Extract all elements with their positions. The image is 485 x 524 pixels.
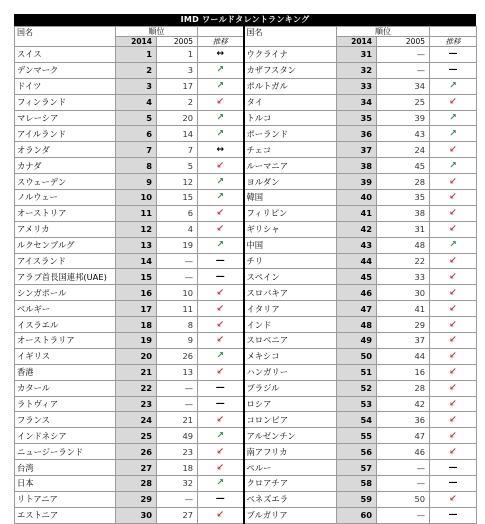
trend-down-icon: ↙	[198, 412, 244, 428]
trend-down-icon: ↙	[430, 428, 477, 444]
rank-2014: 26	[116, 444, 157, 460]
trend-none-icon: —	[430, 507, 477, 523]
country-name: 香港	[15, 364, 116, 380]
country-name: アラブ首長国連邦(UAE)	[15, 269, 116, 285]
header-blank-left	[198, 27, 244, 37]
rank-2005: 27	[157, 507, 198, 523]
rank-2005: 18	[157, 460, 198, 476]
rank-2014: 5	[116, 110, 157, 126]
trend-up-icon: ↗	[198, 476, 244, 492]
rank-2005: 14	[157, 126, 198, 142]
country-name: イスラエル	[15, 317, 116, 333]
rank-2005: 5	[157, 158, 198, 174]
table-row	[15, 110, 477, 126]
rank-2005: 21	[157, 412, 198, 428]
trend-up-icon: ↗	[430, 110, 477, 126]
country-name: スイス	[15, 47, 116, 63]
trend-down-icon: ↙	[430, 333, 477, 349]
trend-down-icon: ↙	[198, 460, 244, 476]
ranking-table	[14, 26, 477, 524]
country-name: アメリカ	[15, 221, 116, 237]
rank-2014: 13	[116, 237, 157, 253]
rank-2014: 12	[116, 221, 157, 237]
table-row	[15, 348, 477, 364]
rank-2014: 58	[337, 476, 377, 492]
rank-2014: 54	[337, 412, 377, 428]
rank-2014: 14	[116, 253, 157, 269]
rank-2014: 51	[337, 364, 377, 380]
ranking-rows	[15, 47, 477, 524]
trend-down-icon: ↙	[430, 380, 477, 396]
trend-down-icon: ↙	[430, 253, 477, 269]
trend-up-icon: ↗	[198, 348, 244, 364]
rank-2005: —	[157, 253, 198, 269]
country-name: エストニア	[15, 507, 116, 523]
rank-2005: 28	[377, 174, 430, 190]
country-name: アルゼンチン	[244, 428, 337, 444]
trend-up-icon: ↗	[198, 428, 244, 444]
rank-2005: 4	[157, 221, 198, 237]
rank-2014: 15	[116, 269, 157, 285]
table-row	[15, 142, 477, 158]
table-row	[15, 364, 477, 380]
trend-up-icon: ↗	[198, 110, 244, 126]
rank-2005: 47	[377, 428, 430, 444]
trend-down-icon: ↙	[198, 158, 244, 174]
trend-up-icon: ↗	[198, 190, 244, 206]
trend-down-icon: ↙	[430, 269, 477, 285]
country-name: ハンガリー	[244, 364, 337, 380]
trend-down-icon: ↙	[430, 142, 477, 158]
trend-same-icon: ↔	[198, 47, 244, 63]
header-rank-left: 順位	[116, 27, 198, 37]
trend-up-icon: ↗	[430, 158, 477, 174]
trend-none-icon: —	[430, 476, 477, 492]
rank-2014: 4	[116, 94, 157, 110]
rank-2005: 15	[157, 190, 198, 206]
rank-2014: 29	[116, 491, 157, 507]
country-name: イタリア	[244, 301, 337, 317]
rank-2014: 19	[116, 333, 157, 349]
trend-down-icon: ↙	[198, 301, 244, 317]
trend-down-icon: ↙	[430, 412, 477, 428]
trend-none-icon: —	[430, 460, 477, 476]
rank-2005: 3	[157, 62, 198, 78]
table-row	[15, 380, 477, 396]
rank-2005: —	[157, 380, 198, 396]
country-name: ベルギー	[15, 301, 116, 317]
rank-2014: 44	[337, 253, 377, 269]
trend-down-icon: ↙	[198, 507, 244, 523]
rank-2014: 39	[337, 174, 377, 190]
trend-down-icon: ↙	[430, 285, 477, 301]
rank-2005: 42	[377, 396, 430, 412]
rank-2005: —	[377, 460, 430, 476]
table-row	[15, 285, 477, 301]
table-row	[15, 174, 477, 190]
country-name: 南アフリカ	[244, 444, 337, 460]
table-row	[15, 47, 477, 63]
table-row	[15, 444, 477, 460]
country-name: アイルランド	[15, 126, 116, 142]
header-year-prev-right: 2005	[377, 37, 430, 47]
country-name: オランダ	[15, 142, 116, 158]
trend-up-icon: ↗	[198, 62, 244, 78]
rank-2005: 16	[377, 364, 430, 380]
rank-2014: 56	[337, 444, 377, 460]
rank-2005: 25	[377, 94, 430, 110]
rank-2014: 1	[116, 47, 157, 63]
table-row	[15, 78, 477, 94]
country-name: 中国	[244, 237, 337, 253]
country-name: スウェーデン	[15, 174, 116, 190]
rank-2014: 35	[337, 110, 377, 126]
trend-up-icon: ↗	[198, 237, 244, 253]
trend-same-icon: ↔	[198, 142, 244, 158]
rank-2014: 9	[116, 174, 157, 190]
country-name: インドネシア	[15, 428, 116, 444]
country-name: トルコ	[244, 110, 337, 126]
table-row	[15, 412, 477, 428]
trend-down-icon: ↙	[198, 94, 244, 110]
rank-2005: 49	[157, 428, 198, 444]
rank-2005: 23	[157, 444, 198, 460]
country-name: ドイツ	[15, 78, 116, 94]
rank-2014: 41	[337, 205, 377, 221]
rank-2005: 44	[377, 348, 430, 364]
rank-2014: 33	[337, 78, 377, 94]
rank-2005: 22	[377, 253, 430, 269]
country-name: ブルガリア	[244, 507, 337, 523]
rank-2005: 1	[157, 47, 198, 63]
country-name: ニュージーランド	[15, 444, 116, 460]
rank-2014: 11	[116, 205, 157, 221]
trend-none-icon: —	[198, 396, 244, 412]
rank-2014: 25	[116, 428, 157, 444]
table-row	[15, 476, 477, 492]
rank-2005: 17	[157, 78, 198, 94]
rank-2014: 31	[337, 47, 377, 63]
trend-down-icon: ↙	[198, 364, 244, 380]
rank-2005: 35	[377, 190, 430, 206]
rank-2005: 50	[377, 491, 430, 507]
country-name: スペイン	[244, 269, 337, 285]
rank-2014: 17	[116, 301, 157, 317]
country-name: 韓国	[244, 190, 337, 206]
rank-2014: 24	[116, 412, 157, 428]
country-name: ペルー	[244, 460, 337, 476]
rank-2014: 21	[116, 364, 157, 380]
rank-2014: 28	[116, 476, 157, 492]
country-name: クロアチア	[244, 476, 337, 492]
rank-2005: —	[377, 62, 430, 78]
rank-2014: 38	[337, 158, 377, 174]
country-name: イギリス	[15, 348, 116, 364]
rank-2005: 37	[377, 333, 430, 349]
table-row	[15, 94, 477, 110]
trend-down-icon: ↙	[198, 221, 244, 237]
rank-2014: 18	[116, 317, 157, 333]
country-name: スロベニア	[244, 333, 337, 349]
table-row	[15, 253, 477, 269]
trend-none-icon: —	[198, 253, 244, 269]
trend-up-icon: ↗	[198, 78, 244, 94]
country-name: アイスランド	[15, 253, 116, 269]
trend-down-icon: ↙	[430, 205, 477, 221]
country-name: フィリピン	[244, 205, 337, 221]
trend-down-icon: ↙	[198, 285, 244, 301]
trend-up-icon: ↗	[198, 174, 244, 190]
rank-2014: 57	[337, 460, 377, 476]
rank-2014: 40	[337, 190, 377, 206]
rank-2014: 27	[116, 460, 157, 476]
rank-2005: 9	[157, 333, 198, 349]
table-row	[15, 190, 477, 206]
trend-up-icon: ↗	[430, 237, 477, 253]
table-row	[15, 460, 477, 476]
country-name: ヨルダン	[244, 174, 337, 190]
rank-2005: 28	[377, 380, 430, 396]
trend-down-icon: ↙	[430, 444, 477, 460]
trend-down-icon: ↙	[430, 174, 477, 190]
header-row-top	[15, 27, 477, 37]
country-name: チリ	[244, 253, 337, 269]
rank-2005: 45	[377, 158, 430, 174]
rank-2014: 8	[116, 158, 157, 174]
rank-2005: —	[157, 396, 198, 412]
table-row	[15, 158, 477, 174]
trend-down-icon: ↙	[198, 333, 244, 349]
rank-2014: 52	[337, 380, 377, 396]
trend-none-icon: —	[430, 62, 477, 78]
rank-2005: 7	[157, 142, 198, 158]
table-row	[15, 221, 477, 237]
table-row	[15, 317, 477, 333]
country-name: メキシコ	[244, 348, 337, 364]
country-name: インド	[244, 317, 337, 333]
rank-2014: 37	[337, 142, 377, 158]
rank-2005: 48	[377, 237, 430, 253]
rank-2014: 42	[337, 221, 377, 237]
rank-2014: 10	[116, 190, 157, 206]
rank-2005: —	[157, 491, 198, 507]
trend-down-icon: ↙	[430, 491, 477, 507]
country-name: ロシア	[244, 396, 337, 412]
header-year-current-left: 2014	[116, 37, 157, 47]
table-row	[15, 205, 477, 221]
trend-down-icon: ↙	[430, 301, 477, 317]
country-name: ルクセンブルグ	[15, 237, 116, 253]
country-name: 台湾	[15, 460, 116, 476]
rank-2014: 32	[337, 62, 377, 78]
trend-down-icon: ↙	[198, 205, 244, 221]
country-name: マレーシア	[15, 110, 116, 126]
rank-2005: —	[377, 47, 430, 63]
rank-2005: 43	[377, 126, 430, 142]
rank-2005: 13	[157, 364, 198, 380]
rank-2014: 59	[337, 491, 377, 507]
country-name: ルーマニア	[244, 158, 337, 174]
trend-down-icon: ↙	[430, 348, 477, 364]
rank-2005: —	[377, 476, 430, 492]
country-name: フィンランド	[15, 94, 116, 110]
table-title: IMD ワールドタレントランキング	[14, 14, 476, 26]
rank-2014: 7	[116, 142, 157, 158]
rank-2014: 45	[337, 269, 377, 285]
table-row	[15, 491, 477, 507]
rank-2005: 20	[157, 110, 198, 126]
rank-2014: 50	[337, 348, 377, 364]
header-country-left: 国名	[15, 27, 116, 47]
country-name: ノルウェー	[15, 190, 116, 206]
rank-2014: 34	[337, 94, 377, 110]
country-name: デンマーク	[15, 62, 116, 78]
country-name: フランス	[15, 412, 116, 428]
rank-2005: 38	[377, 205, 430, 221]
rank-2014: 47	[337, 301, 377, 317]
table-row	[15, 301, 477, 317]
rank-2005: 10	[157, 285, 198, 301]
trend-down-icon: ↙	[430, 364, 477, 380]
rank-2005: 6	[157, 205, 198, 221]
rank-2005: 30	[377, 285, 430, 301]
country-name: ベネズエラ	[244, 491, 337, 507]
header-change-left: 推移	[198, 37, 244, 47]
rank-2014: 60	[337, 507, 377, 523]
rank-2014: 48	[337, 317, 377, 333]
table-row	[15, 428, 477, 444]
header-rank-right: 順位	[337, 27, 430, 37]
rank-2014: 16	[116, 285, 157, 301]
header-year-current-right: 2014	[337, 37, 377, 47]
table-row	[15, 62, 477, 78]
header-blank-right	[430, 27, 477, 37]
table-row	[15, 237, 477, 253]
trend-down-icon: ↙	[430, 396, 477, 412]
rank-2005: 34	[377, 78, 430, 94]
country-name: カザフスタン	[244, 62, 337, 78]
table-row	[15, 126, 477, 142]
country-name: ポルトガル	[244, 78, 337, 94]
trend-none-icon: —	[198, 380, 244, 396]
rank-2005: 2	[157, 94, 198, 110]
country-name: ラトヴィア	[15, 396, 116, 412]
rank-2005: 24	[377, 142, 430, 158]
rank-2005: —	[157, 269, 198, 285]
rank-2014: 55	[337, 428, 377, 444]
rank-2005: 19	[157, 237, 198, 253]
rank-2005: 32	[157, 476, 198, 492]
trend-down-icon: ↙	[430, 190, 477, 206]
trend-up-icon: ↗	[198, 126, 244, 142]
rank-2014: 22	[116, 380, 157, 396]
country-name: 日本	[15, 476, 116, 492]
rank-2005: 39	[377, 110, 430, 126]
trend-none-icon: —	[198, 491, 244, 507]
country-name: ブラジル	[244, 380, 337, 396]
rank-2014: 3	[116, 78, 157, 94]
country-name: タイ	[244, 94, 337, 110]
header-change-right: 推移	[430, 37, 477, 47]
header-year-prev-left: 2005	[157, 37, 198, 47]
trend-down-icon: ↙	[430, 94, 477, 110]
rank-2005: 26	[157, 348, 198, 364]
country-name: スロバキア	[244, 285, 337, 301]
table-row	[15, 333, 477, 349]
rank-2005: 33	[377, 269, 430, 285]
rank-2005: 46	[377, 444, 430, 460]
rank-2014: 46	[337, 285, 377, 301]
rank-2014: 53	[337, 396, 377, 412]
country-name: コロンビア	[244, 412, 337, 428]
rank-2005: 12	[157, 174, 198, 190]
trend-none-icon: —	[430, 47, 477, 63]
rank-2014: 20	[116, 348, 157, 364]
trend-none-icon: —	[198, 269, 244, 285]
ranking-table-container	[14, 14, 476, 524]
country-name: チェコ	[244, 142, 337, 158]
rank-2005: 11	[157, 301, 198, 317]
rank-2014: 36	[337, 126, 377, 142]
rank-2014: 6	[116, 126, 157, 142]
rank-2014: 43	[337, 237, 377, 253]
header-country-right: 国名	[244, 27, 337, 47]
rank-2005: 31	[377, 221, 430, 237]
rank-2014: 2	[116, 62, 157, 78]
rank-2005: 8	[157, 317, 198, 333]
country-name: カタール	[15, 380, 116, 396]
rank-2005: 29	[377, 317, 430, 333]
country-name: ウクライナ	[244, 47, 337, 63]
trend-down-icon: ↙	[430, 221, 477, 237]
country-name: オーストリア	[15, 205, 116, 221]
trend-down-icon: ↙	[198, 317, 244, 333]
table-row	[15, 396, 477, 412]
rank-2005: 41	[377, 301, 430, 317]
country-name: カナダ	[15, 158, 116, 174]
rank-2014: 23	[116, 396, 157, 412]
rank-2014: 30	[116, 507, 157, 523]
rank-2014: 49	[337, 333, 377, 349]
trend-up-icon: ↗	[430, 78, 477, 94]
country-name: リトアニア	[15, 491, 116, 507]
trend-down-icon: ↙	[198, 444, 244, 460]
rank-2005: 36	[377, 412, 430, 428]
country-name: オーストラリア	[15, 333, 116, 349]
rank-2005: —	[377, 507, 430, 523]
country-name: ポーランド	[244, 126, 337, 142]
country-name: シンガポール	[15, 285, 116, 301]
table-row	[15, 269, 477, 285]
country-name: ギリシャ	[244, 221, 337, 237]
trend-up-icon: ↗	[430, 126, 477, 142]
trend-down-icon: ↙	[430, 317, 477, 333]
